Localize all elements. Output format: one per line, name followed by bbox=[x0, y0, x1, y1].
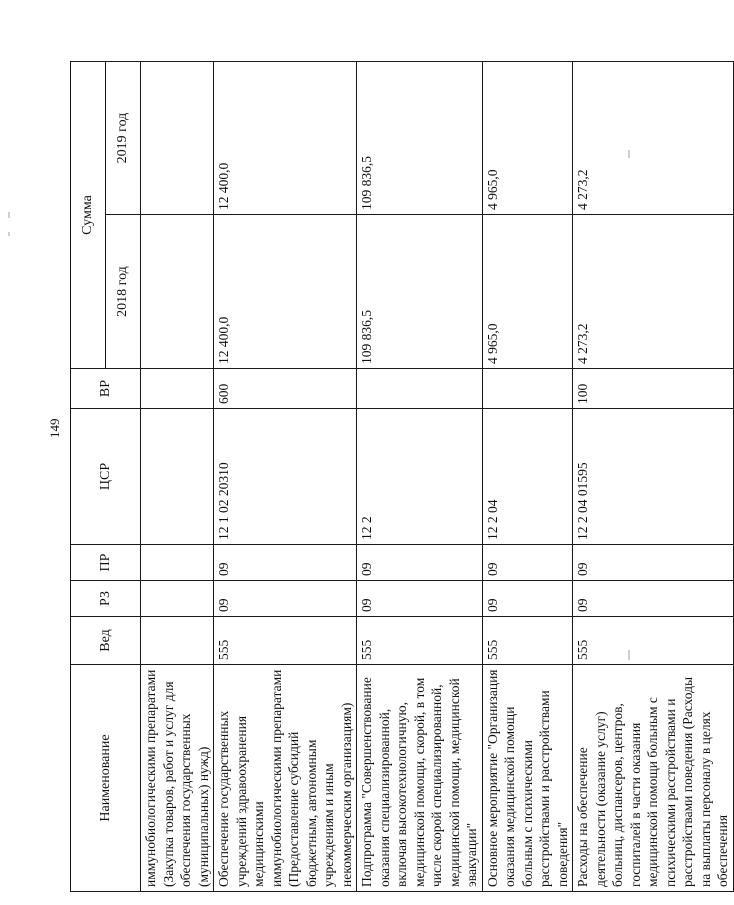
cell-2018: 4 273,2 bbox=[573, 215, 734, 369]
cell-ved: 555 bbox=[573, 617, 734, 665]
scan-edge-mark bbox=[8, 232, 10, 236]
table-row bbox=[573, 62, 734, 892]
cell-rz: 09 bbox=[357, 581, 483, 617]
cell-2019: 109 836,5 bbox=[357, 62, 483, 215]
cell-2019 bbox=[141, 62, 214, 215]
cell-rz bbox=[141, 581, 214, 617]
cell-ved: 555 bbox=[214, 617, 357, 665]
table-row bbox=[214, 62, 357, 892]
cell-vr bbox=[482, 369, 573, 409]
cell-2018: 12 400,0 bbox=[214, 215, 357, 369]
header-vr: ВР bbox=[71, 369, 141, 409]
cell-ved bbox=[141, 617, 214, 665]
cell-2018 bbox=[141, 215, 214, 369]
cell-pr: 09 bbox=[214, 545, 357, 581]
cell-csr: 12 2 04 bbox=[482, 409, 573, 545]
header-2018: 2018 год bbox=[106, 215, 141, 369]
budget-table-frame bbox=[70, 62, 730, 892]
cell-pr: 09 bbox=[573, 545, 734, 581]
cell-2018: 109 836,5 bbox=[357, 215, 483, 369]
cell-2019: 4 273,2 bbox=[573, 62, 734, 215]
header-csr: ЦСР bbox=[71, 409, 141, 545]
cell-name: Обеспечение государственных учреждений здравоохранения медицинскими иммунобиологическими препаратами (Предоставление субсидий бюджетным, автономным учреждениям и иным некоммерческим организациям) bbox=[214, 665, 357, 892]
cell-ved: 555 bbox=[482, 617, 573, 665]
table-row bbox=[141, 62, 214, 892]
cell-rz: 09 bbox=[482, 581, 573, 617]
cell-vr bbox=[357, 369, 483, 409]
page-number: 149 bbox=[47, 418, 62, 438]
cell-2019: 12 400,0 bbox=[214, 62, 357, 215]
header-name: Наименование bbox=[71, 665, 141, 892]
cell-csr: 12 2 bbox=[357, 409, 483, 545]
cell-name: Подпрограмма "Совершенствование оказания специализированной, включая высокотехнологичную, медицинской помощи, скорой, в том числе скорой специализированной, медицинской помощи, медицинской эвакуации" bbox=[357, 665, 483, 892]
header-pr: ПР bbox=[71, 545, 141, 581]
cell-pr bbox=[141, 545, 214, 581]
cell-name: Расходы на обеспечение деятельности (оказание услуг) больниц, диспансеров, центров, госпиталей в части оказания медицинской помощи больным с психическими расстройствами и расстройствами поведения (Расходы на выплаты персоналу в целях обеспечения bbox=[573, 665, 734, 892]
header-row-top bbox=[71, 62, 106, 892]
cell-rz: 09 bbox=[573, 581, 734, 617]
header-2019: 2019 год bbox=[106, 62, 141, 215]
cell-name: иммунобиологическими препаратами (Закупка товаров, работ и услуг для обеспечения государственных (муниципальных) нужд) bbox=[141, 665, 214, 892]
cell-2018: 4 965,0 bbox=[482, 215, 573, 369]
cell-rz: 09 bbox=[214, 581, 357, 617]
cell-vr: 100 bbox=[573, 369, 734, 409]
cell-csr: 12 1 02 20310 bbox=[214, 409, 357, 545]
scan-edge-mark bbox=[8, 212, 10, 218]
table-row bbox=[482, 62, 573, 892]
header-rz: РЗ bbox=[71, 581, 141, 617]
cell-2019: 4 965,0 bbox=[482, 62, 573, 215]
header-ved: Вед bbox=[71, 617, 141, 665]
cell-pr: 09 bbox=[482, 545, 573, 581]
cell-pr: 09 bbox=[357, 545, 483, 581]
budget-table bbox=[70, 61, 734, 892]
header-sum: Сумма bbox=[71, 62, 106, 369]
table-row bbox=[357, 62, 483, 892]
cell-vr: 600 bbox=[214, 369, 357, 409]
cell-ved: 555 bbox=[357, 617, 483, 665]
cell-csr bbox=[141, 409, 214, 545]
cell-csr: 12 2 04 01595 bbox=[573, 409, 734, 545]
cell-vr bbox=[141, 369, 214, 409]
cell-name: Основное мероприятие "Организация оказания медицинской помощи больным с психическими расстройствами и расстройствами поведения" bbox=[482, 665, 573, 892]
